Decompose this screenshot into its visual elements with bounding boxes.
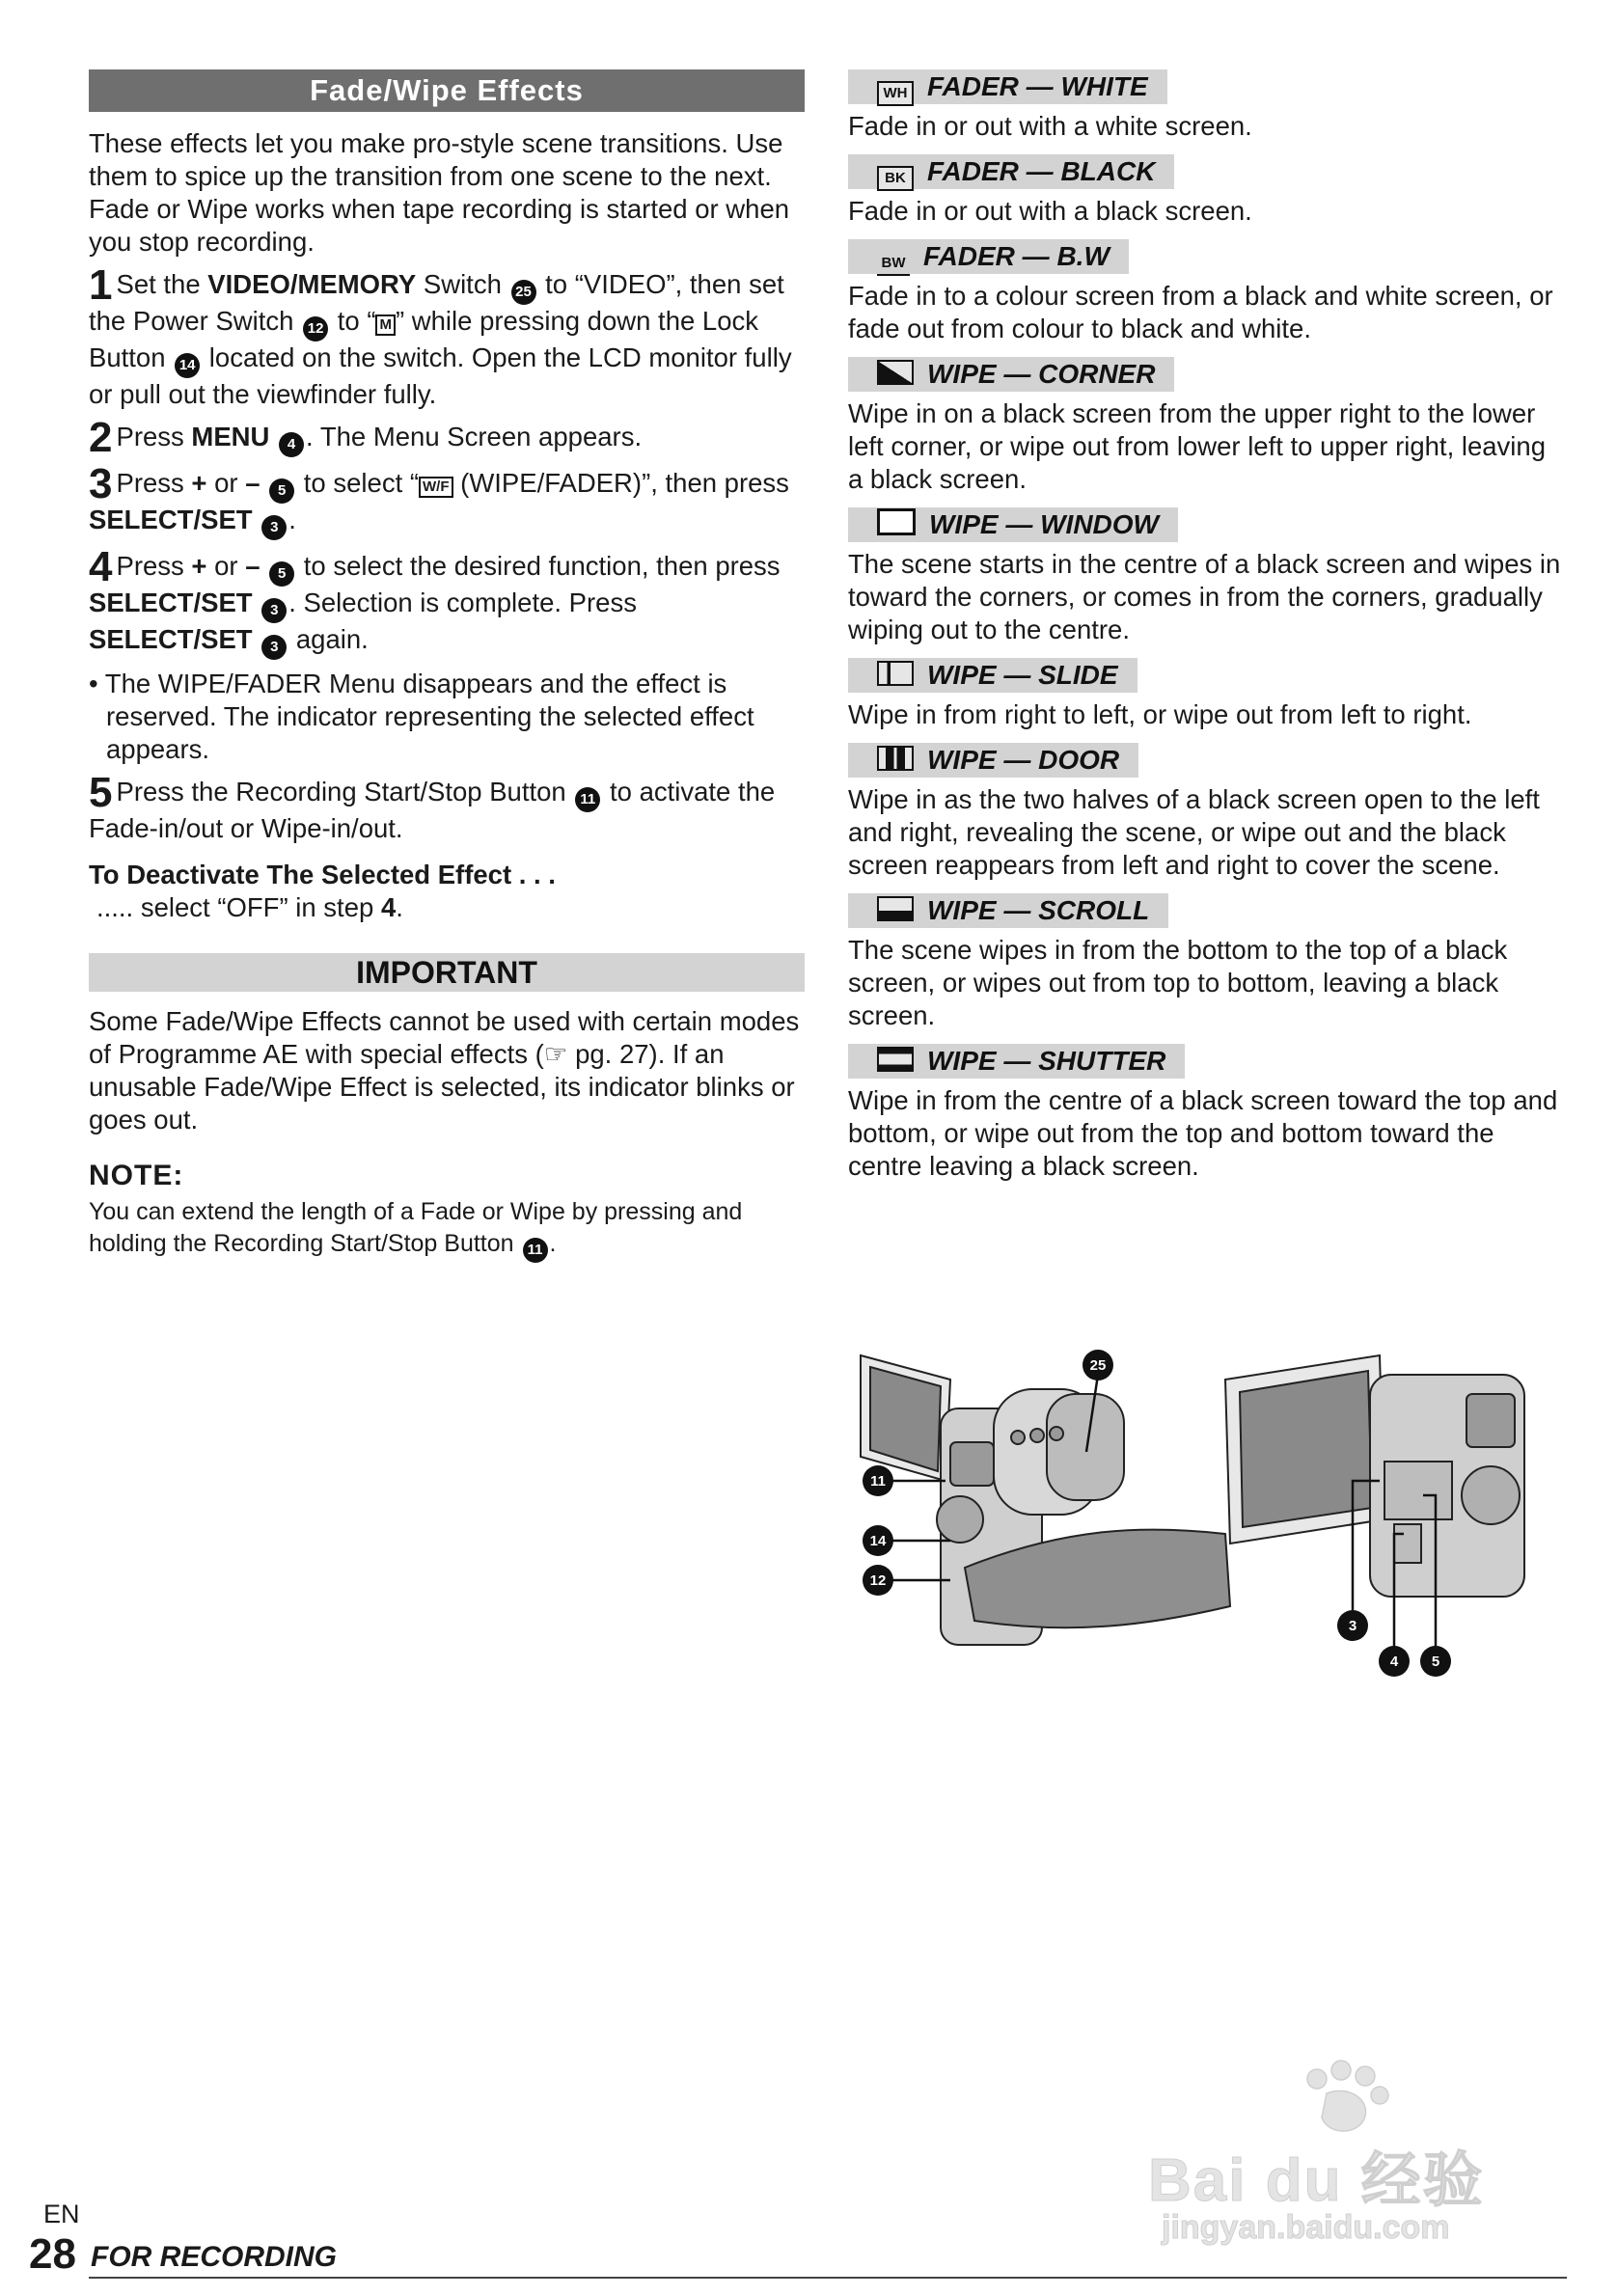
step-2: 2 Press MENU 4 . The Menu Screen appears. [89,414,643,461]
camcorder-illustration [849,1336,1568,1683]
step-5: 5 Press the Recording Start/Stop Button 11 to activate the Fade-in/out or Wipe-in/out. [89,769,776,843]
effect-label: WIPE — DOOR [927,745,1120,775]
baidu-watermark [1148,2055,1553,2248]
fader-white-icon: WH [877,81,914,106]
effect-description: Wipe in from right to left, or wipe out from left to right. [848,699,1472,729]
effect-description: Fade in to a colour screen from a black and white screen, or fade out from colour to black and white. [848,281,1553,343]
wipe-door-icon [877,746,914,771]
callout-5-icon: 5 [269,561,294,587]
wipe-shutter-icon [877,1047,914,1072]
effect-description: The scene wipes in from the bottom to the top of a black screen, or wipes out from top to bottom, leaving a black screen. [848,935,1508,1030]
callout-3-icon: 3 [261,635,287,660]
callout-11-icon: 11 [575,787,600,812]
callout-5-icon [1420,1646,1451,1677]
svg-text:5: 5 [1431,1654,1440,1670]
wipe-scroll-icon [877,896,914,921]
effect-description: Fade in or out with a white screen. [848,111,1252,141]
callout-4-icon [1379,1646,1410,1677]
important-text: Some Fade/Wipe Effects cannot be used with certain modes of Programme AE with special effects (☞ pg. 27). If an unusable Fade/Wipe Effect is selected, its indicator blinks or goes out. [89,1006,800,1134]
callout-5-icon: 5 [269,478,294,504]
callout-4-icon: 4 [279,432,304,457]
wipe-window-icon [877,508,916,535]
intro-paragraph-2: Fade or Wipe works when tape recording is started or when you stop recording. [89,194,790,257]
effect-description: Wipe in on a black screen from the upper right to the lower left corner, or wipe out from lower left to upper right, leaving a black screen. [848,398,1546,494]
effect-wipe-scroll [848,893,1567,1032]
fader-bw-icon: BW [877,253,910,276]
effect-label: FADER — B.W [923,241,1110,271]
page-number: 28 [29,2230,76,2278]
memory-mode-icon: M [375,314,396,336]
effect-label: WIPE — SCROLL [927,895,1150,925]
deactivate-heading: To Deactivate The Selected Effect . . . [89,860,556,889]
note-heading: NOTE: [89,1160,184,1191]
camcorder-right [1225,1355,1524,1597]
effect-label: WIPE — SHUTTER [927,1046,1166,1076]
step-3: 3 Press + or – 5 to select “ W/F (WIPE/FADER)”, then press SELECT/SET 3 . [89,467,805,540]
svg-text:25: 25 [1089,1357,1107,1374]
svg-text:11: 11 [870,1473,886,1490]
callout-14-icon [863,1525,893,1556]
effect-label: WIPE — SLIDE [927,660,1118,690]
effect-fader-white [848,69,1567,143]
callout-12-icon [863,1565,893,1596]
effects-list [848,69,1567,1194]
intro-paragraph: These effects let you make pro-style scene transitions. Use them to spice up the transition from one scene to the next. [89,128,783,191]
footer-section-title: FOR RECORDING [91,2241,337,2273]
callout-14-icon: 14 [175,353,200,378]
deactivate-text: ..... select “OFF” in step 4. [96,892,403,922]
important-heading: IMPORTANT [89,953,805,992]
effect-description: Wipe in as the two halves of a black screen open to the left and right, revealing the scene, or wipe out and the black screen reappears from left and right to cover the scene. [848,784,1540,880]
bullet-note: • The WIPE/FADER Menu disappears and the effect is reserved. The indicator representing the selected effect appears. [89,669,754,764]
left-column [89,69,805,1263]
effect-description: Wipe in from the centre of a black screen toward the top and bottom, or wipe out from the top and bottom toward the centre leaving a black screen. [848,1085,1558,1181]
effect-label: WIPE — WINDOW [929,509,1159,539]
callout-11-icon: 11 [523,1238,548,1263]
wipe-slide-icon [877,661,914,686]
step-1: 1 Set the VIDEO/MEMORY Switch 25 to “VIDEO”, then set the Power Switch 12 to “ M ” while pressing down the Lock Button 14 located on the switch. Open the LCD monitor fully or pull out the viewfinder fully. [89,261,792,409]
svg-text:14: 14 [869,1533,887,1549]
watermark-url: jingyan.baidu.com [1162,2209,1450,2246]
effect-wipe-shutter [848,1044,1567,1183]
effect-label: WIPE — CORNER [927,359,1156,389]
callout-25-icon: 25 [511,280,536,305]
wipe-corner-icon [877,360,914,385]
wipe-fader-icon: W/F [419,477,453,498]
note-text: You can extend the length of a Fade or Wipe by pressing and holding the Recording Start/Stop Button 11 . [89,1196,805,1263]
footer-rule [89,2277,1567,2279]
effect-description: Fade in or out with a black screen. [848,196,1252,226]
svg-text:4: 4 [1389,1654,1399,1670]
fader-black-icon: BK [877,166,914,191]
effect-label: FADER — WHITE [927,71,1148,101]
language-label: EN [43,2200,80,2228]
callout-3-icon: 3 [261,515,287,540]
effect-wipe-slide [848,658,1567,731]
effect-description: The scene starts in the centre of a black screen and wipes in toward the corners, or comes in from the corners, gradually wiping out to the centre. [848,549,1561,644]
watermark-brand: Bai du 经验 [1148,2147,1485,2214]
effect-label: FADER — BLACK [927,156,1156,186]
section-title: Fade/Wipe Effects [89,69,805,112]
svg-text:12: 12 [869,1572,887,1589]
effect-fader-black [848,154,1567,228]
camcorder-left [861,1355,1230,1645]
page-reference-icon: ☞ [543,1039,568,1069]
callout-3-icon: 3 [261,598,287,623]
effect-wipe-corner [848,357,1567,496]
effect-wipe-window [848,507,1567,646]
callout-11-icon [863,1465,893,1496]
callout-12-icon: 12 [303,316,328,342]
callout-3-icon [1337,1610,1368,1641]
svg-text:3: 3 [1348,1618,1357,1634]
step-4: 4 Press + or – 5 to select the desired function, then press SELECT/SET 3 . Selection is complete. Press SELECT/SET 3 again. [89,550,805,660]
effect-wipe-door [848,743,1567,882]
callout-25-icon [1083,1350,1113,1380]
effect-fader-bw [848,239,1567,345]
